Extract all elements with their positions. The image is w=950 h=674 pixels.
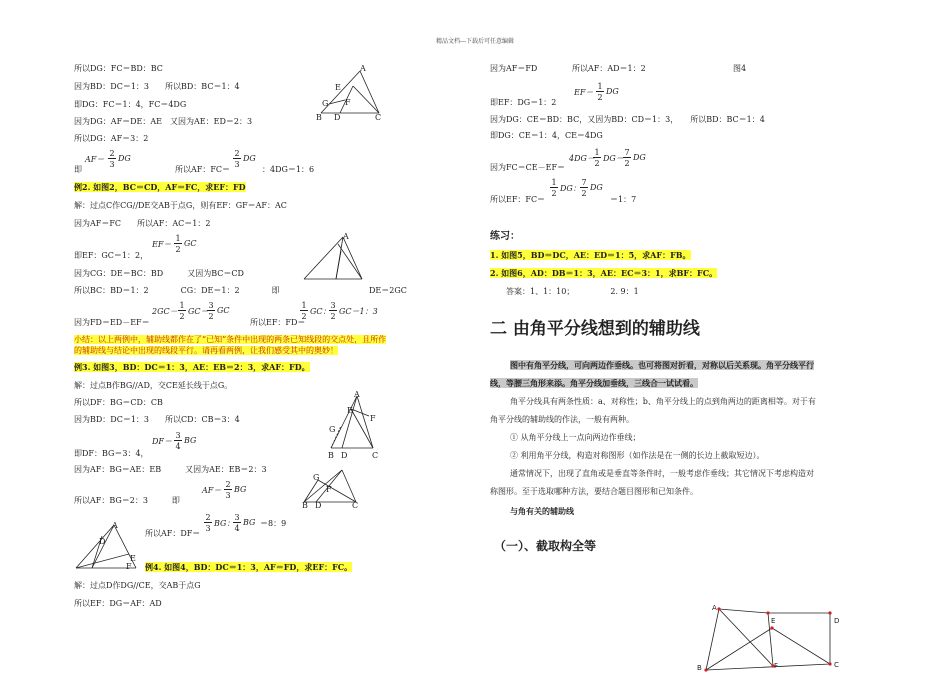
fraction-fc: 4DG－ bbox=[569, 154, 595, 163]
text-line: 即DF：BG＝3：4， bbox=[74, 449, 149, 458]
frac-num: 3 bbox=[330, 301, 336, 310]
text-line: ＝8：9 bbox=[260, 519, 287, 528]
frac-num: 1 bbox=[597, 82, 603, 91]
frac-num: 3 bbox=[208, 301, 214, 310]
point-label-d: D bbox=[334, 113, 341, 122]
text-line: 因为FC＝CE－EF＝ bbox=[490, 163, 566, 172]
text-line: 所以DG：FC＝BD：BC bbox=[74, 64, 163, 73]
body-line: 通常情况下，出现了直角或是垂直等条件时，一般考虑作垂线；其它情况下考虑构造对 bbox=[510, 469, 814, 478]
practice-item-1: 1. 如图5，BD＝DC，AE：ED＝1：5，求AF：FB。 bbox=[490, 250, 691, 260]
fraction-fd: 2GC－ bbox=[152, 307, 178, 316]
fraction-af-bg: AF＝ bbox=[202, 486, 222, 495]
point-label-d: D bbox=[834, 617, 840, 625]
point-label-b: B bbox=[697, 664, 702, 672]
point-label-f: F bbox=[345, 98, 351, 107]
frac-den: 2 bbox=[594, 159, 600, 168]
text-line: 因为BD：DC＝1：3 所以CD：CB＝3：4 bbox=[74, 415, 240, 424]
frac-den: 2 bbox=[175, 245, 181, 254]
text-line: 即DG：FC＝1：4，FC＝4DG bbox=[74, 100, 187, 109]
frac-num: 3 bbox=[175, 431, 181, 440]
point-label-b: B bbox=[302, 501, 308, 510]
text-line: ：4DG＝1：6 bbox=[262, 165, 315, 174]
summary-line-2: 的辅助线与结论中出现的线段平行。请再看两例，让我们感受其中的奥妙！ bbox=[74, 346, 338, 355]
frac-var: DG bbox=[606, 87, 619, 96]
frac-num: 1 bbox=[175, 234, 181, 243]
guide-line-2: 线，等腰三角形来添。角平分线加垂线，三线合一试试看。 bbox=[490, 378, 698, 388]
text-line: 所以DF：BG＝CD：CB bbox=[74, 398, 163, 407]
practice-heading: 练习： bbox=[490, 231, 520, 242]
frac-var: GC bbox=[184, 239, 197, 248]
frac-num: 1 bbox=[179, 301, 185, 310]
point-label-a: A bbox=[112, 521, 118, 530]
figure-2-diagram bbox=[300, 234, 370, 284]
example-2-heading: 例2. 如图2，BC＝CD，AF＝FC，求EF：FD bbox=[74, 182, 246, 192]
frac-var: BG： bbox=[214, 519, 235, 528]
example-3-heading: 例3. 如图3，BD：DC＝1：3，AE：EB＝2：3，求AF：FD。 bbox=[74, 362, 310, 372]
point-label-e: E bbox=[130, 554, 136, 563]
text-line: 因为DG：CE＝BD：BC，又因为BD：CD＝1：3， 所以BD：BC＝1：4 bbox=[490, 115, 765, 124]
frac-den: 2 bbox=[581, 189, 587, 198]
text-line: 因为CG：DE＝BC：BD 又因为BC＝CD bbox=[74, 269, 244, 278]
point-label-c: C bbox=[375, 113, 382, 122]
practice-item-2: 2. 如图6，AD：DB＝1：3，AE：EC＝3：1，求BF：FC。 bbox=[490, 268, 718, 278]
text-line: 即EF：DG＝1：2 bbox=[490, 98, 557, 107]
point-label-f: F bbox=[326, 485, 332, 494]
text-line: 因为BD：DC＝1：3 bbox=[74, 82, 150, 91]
text-line: 即 bbox=[74, 165, 82, 174]
frac-num: 1 bbox=[551, 178, 557, 187]
frac-den: 3 bbox=[225, 491, 231, 500]
text-line: 所以EF：FD＝ bbox=[250, 318, 306, 327]
frac-den: 3 bbox=[234, 160, 240, 169]
text-line: 因为AF：BG＝AE：EB 又因为AE：EB＝2：3 bbox=[74, 465, 267, 474]
frac-den: 2 bbox=[551, 189, 557, 198]
point-label-b: B bbox=[328, 451, 334, 460]
text-line: 所以AF：FC＝ bbox=[175, 165, 230, 174]
body-line: ① 从角平分线上一点向两边作垂线； bbox=[510, 433, 641, 442]
frac-var: BG bbox=[243, 518, 256, 527]
text-line: 即DG：CE＝1：4，CE＝4DG bbox=[490, 131, 603, 140]
frac-num: 2 bbox=[205, 513, 211, 522]
frac-num: 2 bbox=[109, 149, 115, 158]
text-line: 解：过点D作DG//CE，交AB于点G bbox=[74, 581, 201, 590]
subsection-heading: （一）、截取构全等 bbox=[494, 539, 597, 553]
frac-den: 4 bbox=[175, 442, 181, 451]
frac-num: 2 bbox=[225, 480, 231, 489]
text-line: 所以AF：AD＝1：2 bbox=[572, 64, 646, 73]
text-line: 所以AF：BG＝2：3 即 bbox=[74, 496, 180, 505]
frac-var: GC bbox=[217, 306, 230, 315]
fraction-af: AF＝ bbox=[85, 155, 105, 164]
frac-var: GC＝ bbox=[188, 307, 209, 316]
text-line: 所以BD：BC＝1：4 bbox=[165, 82, 240, 91]
frac-den: 3 bbox=[205, 524, 211, 533]
point-label-d: D bbox=[341, 451, 348, 460]
text-line: 所以DG：AF＝3：2 bbox=[74, 134, 149, 143]
point-label-d: D bbox=[315, 501, 322, 510]
frac-var: GC： bbox=[310, 307, 331, 316]
frac-var: BG bbox=[234, 485, 247, 494]
frac-den: 2 bbox=[597, 93, 603, 102]
guide-line-1: 图中有角平分线，可向两边作垂线。也可将图对折看，对称以后关系现。角平分线平行 bbox=[510, 360, 814, 370]
point-label-a: A bbox=[354, 390, 360, 399]
point-label-c: C bbox=[352, 501, 359, 510]
text-line: ＝1：7 bbox=[610, 195, 637, 204]
point-label-c: C bbox=[834, 661, 839, 669]
frac-den: 2 bbox=[301, 312, 307, 321]
frac-den: 3 bbox=[109, 160, 115, 169]
subheading: 与角有关的辅助线 bbox=[510, 507, 574, 516]
frac-var: DG bbox=[243, 154, 256, 163]
body-line: 称图形。至于选取哪种方法，要结合题目图形和已知条件。 bbox=[490, 487, 698, 496]
frac-num: 7 bbox=[581, 178, 587, 187]
point-label-a: A bbox=[712, 604, 717, 612]
text-line: 因为FD＝ED－EF＝ bbox=[74, 318, 150, 327]
frac-var: DG bbox=[590, 183, 603, 192]
text-line: 因为DG：AF＝DE：AE 又因为AE：ED＝2：3 bbox=[74, 117, 253, 126]
body-line: 角平分线的辅助线的作法，一般有两种。 bbox=[490, 415, 634, 424]
frac-den: 2 bbox=[208, 312, 214, 321]
frac-den: 2 bbox=[179, 312, 185, 321]
frac-num: 7 bbox=[624, 148, 630, 157]
point-label-d: D bbox=[99, 537, 106, 546]
page-header: 精品文档---下载后可任意编辑 bbox=[435, 38, 515, 45]
frac-num: 1 bbox=[594, 148, 600, 157]
point-label-g: G bbox=[322, 99, 329, 108]
frac-var: DG bbox=[118, 154, 131, 163]
example-4-heading: 例4. 如图4，BD：DC＝1：3，AF＝FD，求EF：FC。 bbox=[145, 562, 353, 572]
point-label-b: B bbox=[316, 113, 322, 122]
text-line: 所以EF：FC＝ bbox=[490, 195, 546, 204]
point-label-e: E bbox=[347, 406, 353, 415]
text-line: 解：过点C作CG//DE交AB于点G，则有EF：GF＝AF：AC bbox=[74, 201, 287, 210]
point-label-g: G bbox=[313, 473, 320, 482]
fraction-df: DF＝ bbox=[152, 437, 172, 446]
section-heading: 二 由角平分线想到的辅助线 bbox=[490, 319, 700, 339]
text-line: 因为AF＝FC 所以AF：AC＝1：2 bbox=[74, 219, 211, 228]
text-line: 因为AF＝FD bbox=[490, 64, 538, 73]
frac-den: 2 bbox=[624, 159, 630, 168]
point-label-f: F bbox=[774, 662, 779, 670]
frac-num: 3 bbox=[234, 513, 240, 522]
point-label-e: E bbox=[335, 83, 341, 92]
frac-var: BG bbox=[184, 436, 197, 445]
point-label-f: F bbox=[126, 562, 132, 571]
point-label-g: G bbox=[329, 425, 336, 434]
frac-var: DG： bbox=[560, 184, 581, 193]
point-label-a: A bbox=[360, 64, 366, 73]
body-line: ② 利用角平分线，构造对称图形（如作法是在一侧的长边上截取短边）。 bbox=[510, 451, 765, 460]
point-label-f: F bbox=[370, 414, 376, 423]
text-line: 所以BC：BD＝1：2 CG：DE＝1：2 即 bbox=[74, 286, 280, 295]
frac-num: 1 bbox=[301, 301, 307, 310]
figure-caption: 图4 bbox=[733, 64, 747, 73]
point-label-e: E bbox=[771, 617, 776, 625]
frac-var: GC＝1：3 bbox=[339, 307, 378, 316]
answer-line: 答案：1、1：10； 2. 9：1 bbox=[506, 287, 639, 296]
text-line: DE＝2GC bbox=[369, 286, 407, 295]
point-label-a: A bbox=[343, 232, 349, 241]
text-line: 即EF：GC＝1：2， bbox=[74, 251, 149, 260]
text-line: 所以AF：DF＝ bbox=[145, 529, 201, 538]
text-line: 所以EF：DG＝AF：AD bbox=[74, 599, 162, 608]
summary-line-1: 小结：以上两例中，辅助线都作在了“已知”条件中出现的两条已知线段的交点处，且所作 bbox=[74, 335, 387, 344]
frac-den: 2 bbox=[330, 312, 336, 321]
point-label-c: C bbox=[372, 451, 379, 460]
text-line: 解：过点B作BG//AD，交CE延长线于点G。 bbox=[74, 381, 233, 390]
frac-var: DG bbox=[633, 153, 646, 162]
fraction-ef-dg: EF＝ bbox=[574, 88, 594, 97]
frac-var: DG＝ bbox=[603, 154, 624, 163]
frac-den: 4 bbox=[234, 524, 240, 533]
body-line: 角平分线具有两条性质：a、对称性；b、角平分线上的点到角两边的距离相等。对于有 bbox=[510, 397, 816, 406]
fraction-ef: EF＝ bbox=[152, 240, 172, 249]
frac-num: 2 bbox=[234, 149, 240, 158]
